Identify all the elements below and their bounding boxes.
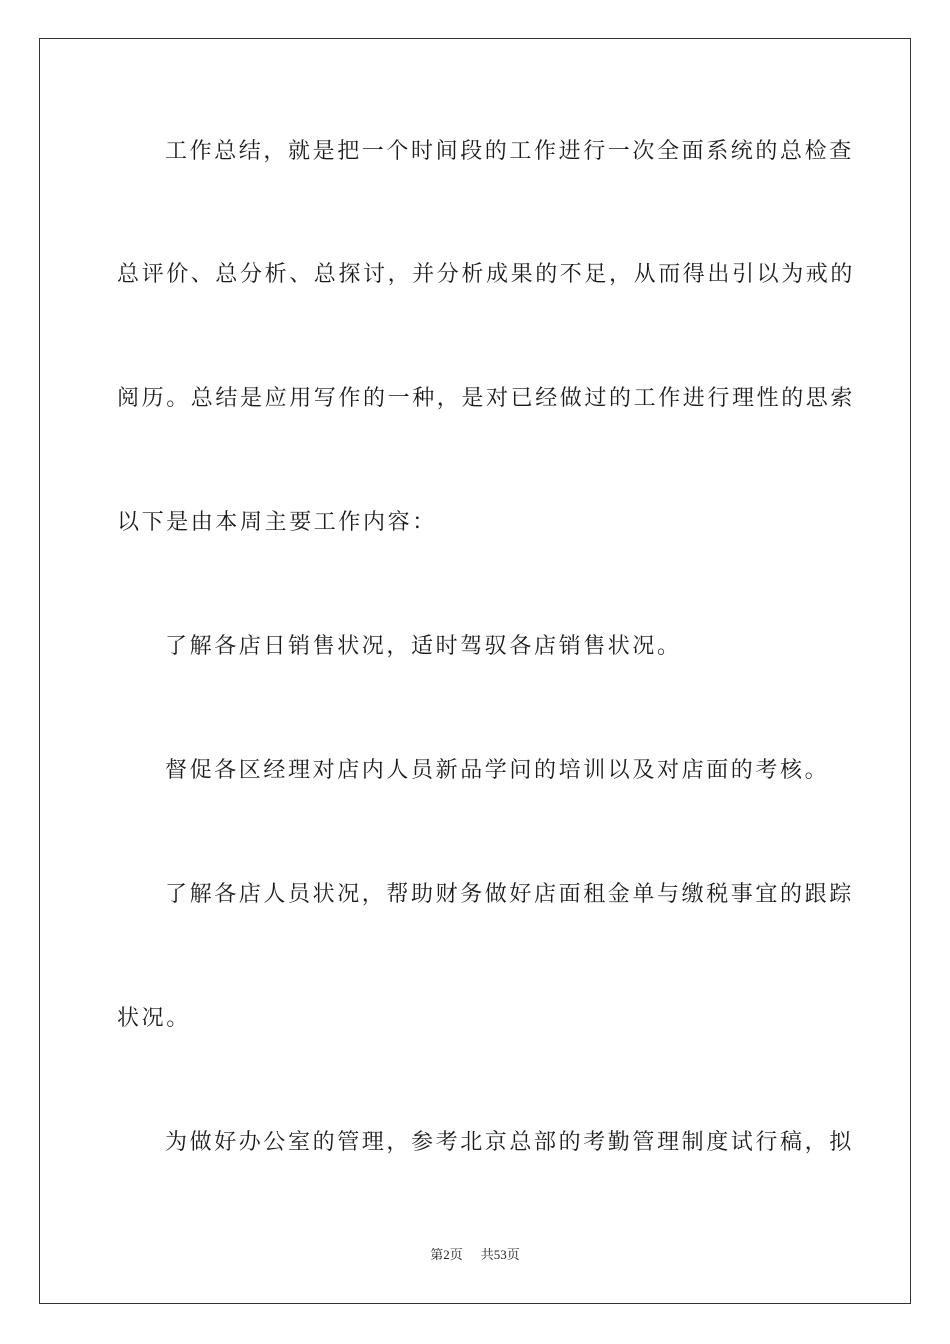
body-line-3: 阅历。总结是应用写作的一种，是对已经做过的工作进行理性的思索	[117, 386, 856, 411]
body-line-6: 督促各区经理对店内人员新品学问的培训以及对店面的考核。	[165, 758, 830, 783]
page-footer	[0, 1246, 950, 1264]
body-line-5: 了解各店日销售状况，适时驾驭各店销售状况。	[165, 634, 682, 659]
page-total: 共53页	[480, 1247, 520, 1262]
body-line-4: 以下是由本周主要工作内容：	[117, 510, 437, 535]
page-border	[39, 38, 911, 1304]
body-line-7: 了解各店人员状况，帮助财务做好店面租金单与缴税事宜的跟踪	[165, 882, 854, 907]
body-line-1: 工作总结，就是把一个时间段的工作进行一次全面系统的总检查	[165, 139, 854, 164]
body-line-9: 为做好办公室的管理，参考北京总部的考勤管理制度试行稿，拟	[165, 1130, 854, 1155]
body-line-8: 状况。	[117, 1006, 191, 1031]
body-line-2: 总评价、总分析、总探讨，并分析成果的不足，从而得出引以为戒的	[117, 262, 856, 287]
page-number: 第2页	[430, 1247, 463, 1262]
